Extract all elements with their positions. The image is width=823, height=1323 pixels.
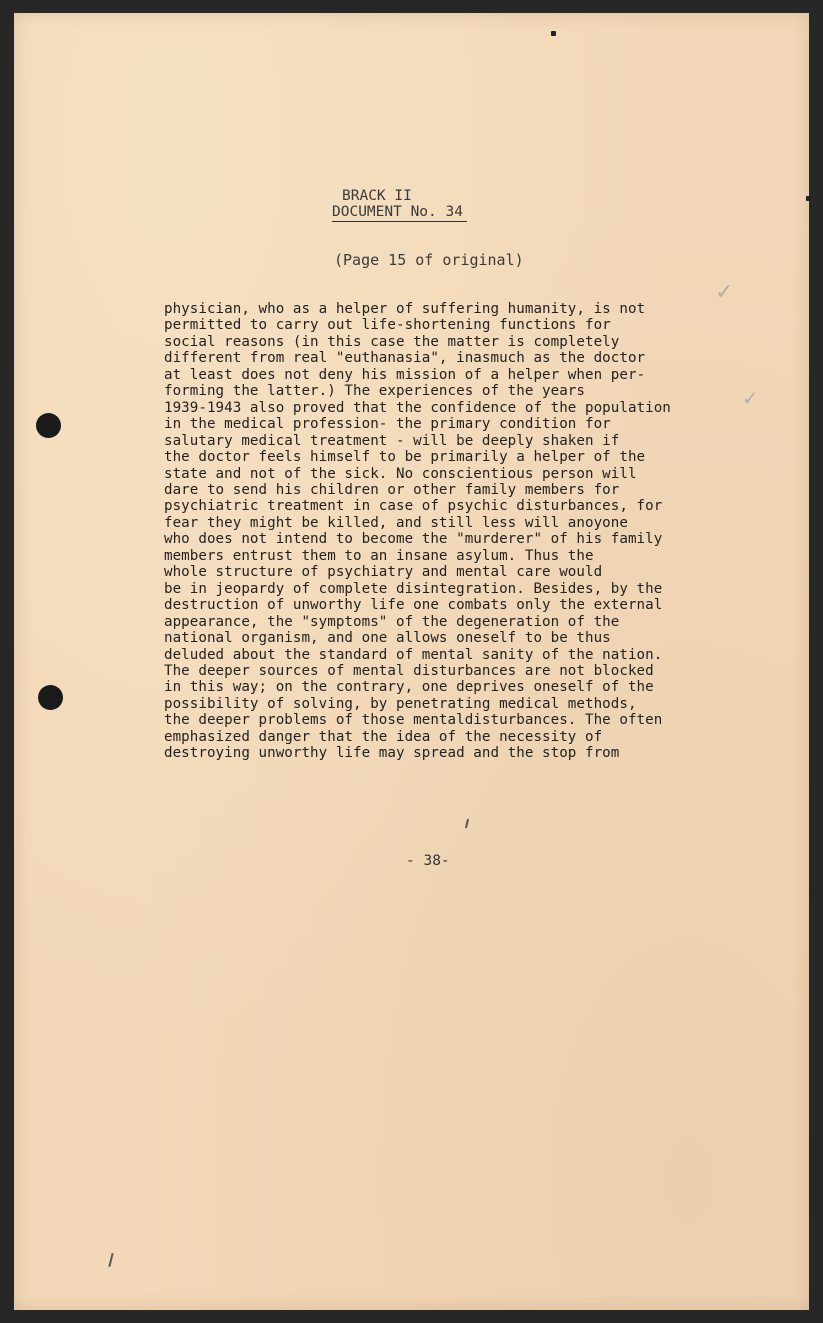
body-line: who does not intend to become the "murderer" of his family	[164, 531, 663, 548]
body-line: the deeper problems of those mentaldisturbances. The often	[164, 712, 663, 729]
page-number: - 38-	[406, 853, 450, 869]
body-line: whole structure of psychiatry and mental care would	[164, 564, 603, 581]
binder-hole	[38, 685, 63, 710]
stray-pen-mark	[108, 1253, 113, 1267]
body-line: be in jeopardy of complete disintegration. Besides, by the	[164, 580, 663, 597]
body-line: members entrust them to an insane asylum. Thus the	[164, 547, 594, 564]
body-line: in this way; on the contrary, one deprives oneself of the	[164, 679, 654, 696]
body-line: physician, who as a helper of suffering humanity, is not	[164, 301, 646, 317]
document-header	[332, 188, 467, 222]
check-mark-icon: ✓	[715, 280, 734, 305]
body-line: destroying unworthy life may spread and the stop from	[164, 745, 620, 762]
body-line: different from real "euthanasia", inasmuch as the doctor	[164, 350, 646, 367]
stray-pen-mark	[465, 819, 469, 828]
binder-hole	[36, 413, 61, 438]
body-line: permitted to carry out life-shortening functions for	[164, 317, 611, 334]
body-line: social reasons (in this case the matter is completely	[164, 333, 620, 350]
body-line: emphasized danger that the idea of the necessity of	[164, 728, 603, 745]
body-line: destruction of unworthy life one combats only the external	[164, 597, 663, 614]
document-series-title: BRACK II	[342, 188, 412, 204]
body-line: deluded about the standard of mental sanity of the nation.	[164, 646, 663, 663]
edge-speck	[806, 196, 811, 201]
body-line: The deeper sources of mental disturbances are not blocked	[164, 662, 654, 679]
body-line: psychiatric treatment in case of psychic disturbances, for	[164, 498, 663, 515]
body-line: fear they might be killed, and still less will anoyone	[164, 514, 628, 531]
body-line: appearance, the "symptoms" of the degeneration of the	[164, 613, 620, 630]
document-number: DOCUMENT No. 34	[332, 204, 467, 222]
body-line: national organism, and one allows oneself to be thus	[164, 630, 611, 647]
body-line: 1939-1943 also proved that the confidence of the population	[164, 399, 671, 416]
body-line: dare to send his children or other family members for	[164, 481, 620, 498]
body-line: state and not of the sick. No conscientious person will	[164, 465, 637, 482]
edge-speck	[551, 31, 556, 36]
body-line: at least does not deny his mission of a helper when per-	[164, 366, 646, 383]
body-line: salutary medical treatment - will be deeply shaken if	[164, 432, 620, 449]
body-line: in the medical profession- the primary condition for	[164, 416, 611, 433]
original-page-reference: (Page 15 of original)	[334, 251, 524, 269]
document-page	[14, 13, 809, 1310]
body-line: forming the latter.) The experiences of the years	[164, 383, 585, 400]
check-mark-icon: ✓	[742, 386, 759, 410]
document-body	[164, 301, 764, 762]
body-line: the doctor feels himself to be primarily a helper of the	[164, 449, 646, 466]
body-line: possibility of solving, by penetrating medical methods,	[164, 695, 637, 712]
